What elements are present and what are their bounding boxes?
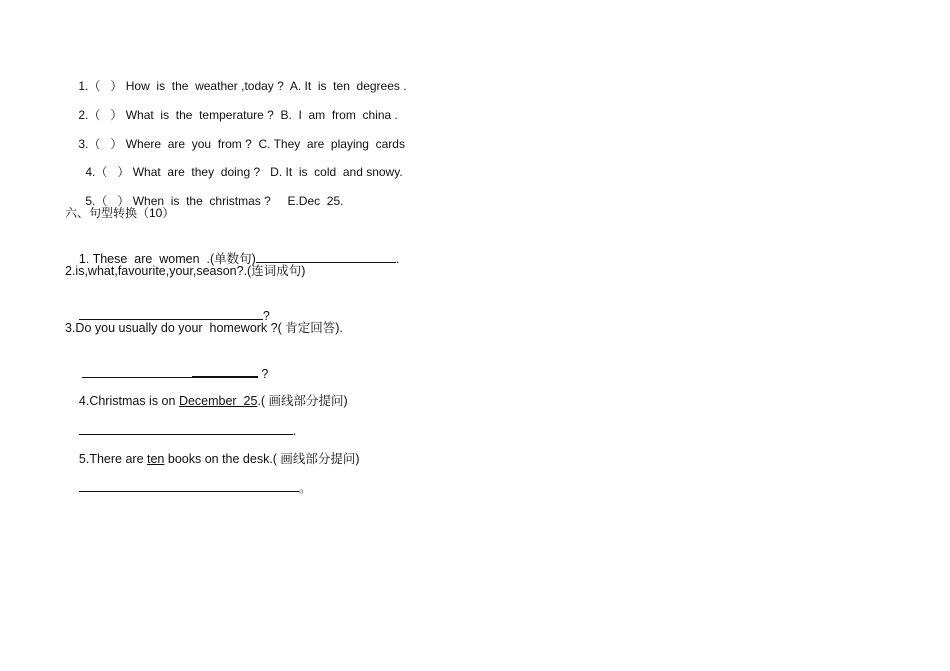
answer-end-mark: 。 xyxy=(298,481,312,495)
item-bracket-close: ） xyxy=(110,137,123,151)
item-answer: B. I am from china . xyxy=(280,108,398,122)
question-text-pre: 4.Christmas is on xyxy=(78,394,179,408)
answer-blank[interactable] xyxy=(79,479,299,492)
underlined-part: December 25 xyxy=(178,394,258,408)
item-number: 5.（ xyxy=(85,194,108,208)
section-heading: 六、句型转换（10） xyxy=(65,206,175,220)
underlined-part: ten xyxy=(147,452,165,466)
item-number: 4.（ xyxy=(85,165,108,179)
answer-blank-bold[interactable] xyxy=(192,364,258,378)
transform-question-2: 2.is,what,favourite,your,season?.(连词成句) xyxy=(65,264,306,278)
item-bracket-close: ） xyxy=(117,194,130,208)
item-question: What are they doing ? xyxy=(132,165,261,179)
item-question: How is the weather ,today ? xyxy=(125,79,284,93)
item-question: Where are you from ? xyxy=(125,137,252,151)
question-text-pre: 5.There are xyxy=(78,452,147,466)
item-number: 1.（ xyxy=(78,79,101,93)
item-answer: E.Dec 25. xyxy=(287,194,344,208)
item-bracket-close: ） xyxy=(117,165,130,179)
answer-end-mark: ? xyxy=(261,367,269,381)
item-number: 2.（ xyxy=(78,108,101,122)
item-answer: A. It is ten degrees . xyxy=(289,79,407,93)
transform-answer-5 xyxy=(65,463,311,512)
answer-blank[interactable] xyxy=(256,250,396,263)
transform-question-3: 3.Do you usually do your homework ?( 肯定回答). xyxy=(65,321,343,335)
answer-end-mark: . xyxy=(395,252,400,266)
item-answer: D. It is cold and snowy. xyxy=(270,165,403,179)
question-text: 1. These are women .(单数句) xyxy=(78,252,256,266)
answer-blank[interactable] xyxy=(79,307,263,320)
question-text-post: .( 画线部分提问) xyxy=(257,394,348,408)
item-answer: C. They are playing cards xyxy=(258,137,405,151)
item-bracket-close: ） xyxy=(110,79,123,93)
question-text-post: books on the desk.( 画线部分提问) xyxy=(164,452,360,466)
item-question: When is the christmas ? xyxy=(132,194,271,208)
item-number: 3.（ xyxy=(78,137,101,151)
item-question: What is the temperature ? xyxy=(125,108,274,122)
answer-end-mark: . xyxy=(292,424,297,438)
answer-blank[interactable] xyxy=(79,422,293,435)
answer-end-mark: ? xyxy=(262,309,270,323)
item-bracket-close: ） xyxy=(110,108,123,122)
